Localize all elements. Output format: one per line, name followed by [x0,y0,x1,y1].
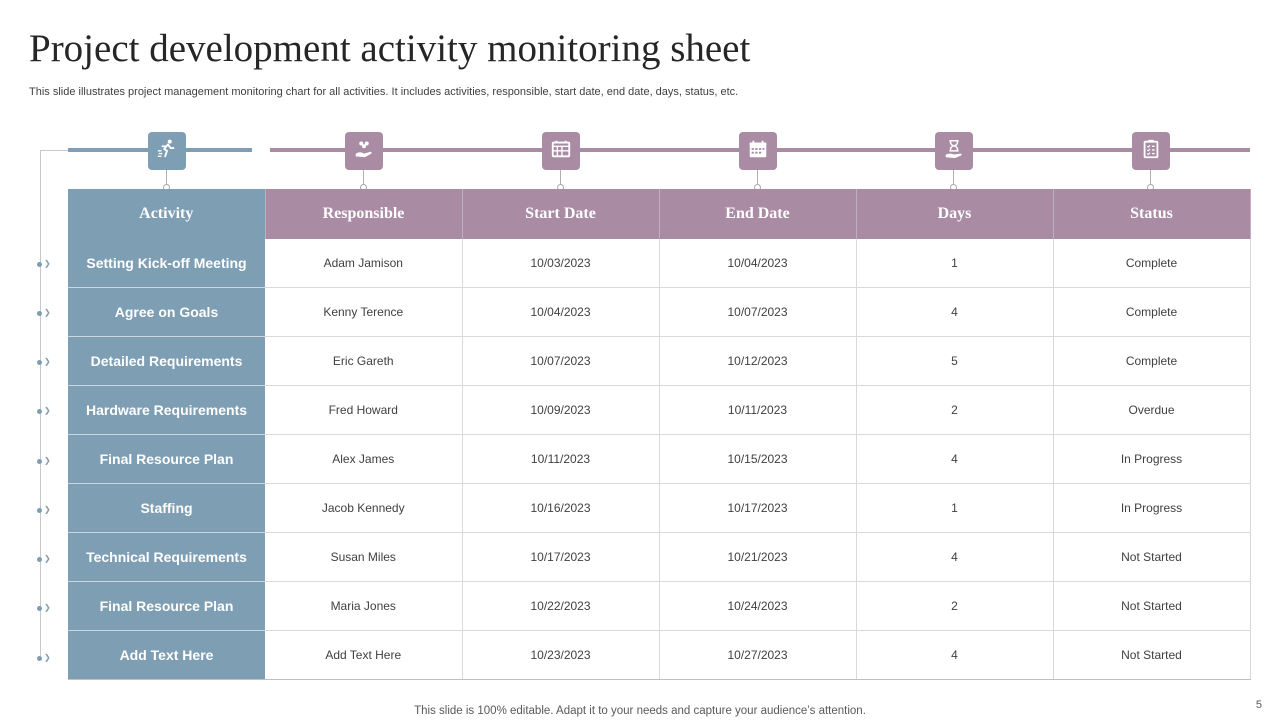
rail-top-connector [40,150,68,151]
activity-cell: Final Resource Plan [68,435,265,484]
end-date-cell: 10/21/2023 [659,533,856,582]
row-bullet [37,603,53,613]
start-date-cell: 10/23/2023 [462,631,659,680]
hourglass-hand-icon [943,138,965,165]
column-header-days: Days [856,189,1053,239]
responsible-cell: Add Text Here [265,631,462,680]
row-bullet [37,456,53,466]
chevron-right-icon: ❯ [44,308,51,317]
status-cell: Complete [1053,239,1250,288]
responsible-cell: Kenny Terence [265,288,462,337]
icon-tile-responsible [345,132,383,170]
row-bullet [37,406,53,416]
days-cell: 4 [856,533,1053,582]
table-row [68,484,1250,533]
chevron-right-icon: ❯ [44,456,51,465]
row-bullet [37,505,53,515]
running-person-icon [156,138,178,165]
status-cell: Complete [1053,337,1250,386]
column-header-end-date: End Date [659,189,856,239]
start-date-cell: 10/16/2023 [462,484,659,533]
activity-cell: Add Text Here [68,631,265,680]
status-cell: Not Started [1053,582,1250,631]
left-rail-line [40,150,41,660]
chevron-right-icon: ❯ [44,554,51,563]
days-cell: 2 [856,582,1053,631]
responsible-cell: Maria Jones [265,582,462,631]
calendar-icon [747,138,769,165]
days-cell: 1 [856,484,1053,533]
icon-tile-end-date [739,132,777,170]
status-cell: Overdue [1053,386,1250,435]
responsible-cell: Jacob Kennedy [265,484,462,533]
chevron-right-icon: ❯ [44,357,51,366]
column-header-responsible: Responsible [265,189,462,239]
clipboard-checklist-icon [1140,138,1162,165]
end-date-cell: 10/12/2023 [659,337,856,386]
end-date-cell: 10/27/2023 [659,631,856,680]
days-cell: 2 [856,386,1053,435]
status-cell: In Progress [1053,484,1250,533]
activity-cell: Setting Kick-off Meeting [68,239,265,288]
responsible-cell: Adam Jamison [265,239,462,288]
start-date-cell: 10/17/2023 [462,533,659,582]
responsible-cell: Eric Gareth [265,337,462,386]
hand-with-people-icon [353,138,375,165]
responsible-cell: Susan Miles [265,533,462,582]
chevron-right-icon: ❯ [44,259,51,268]
icon-tile-start-date [542,132,580,170]
days-cell: 5 [856,337,1053,386]
end-date-cell: 10/04/2023 [659,239,856,288]
page-subtitle: This slide illustrates project management monitoring chart for all activities. It includes activities, responsible, start date, end date, days, status, etc. [29,86,739,98]
table-row [68,631,1250,680]
table-row [68,337,1250,386]
activity-cell: Hardware Requirements [68,386,265,435]
row-bullet [37,308,53,318]
row-bullet [37,554,53,564]
start-date-cell: 10/22/2023 [462,582,659,631]
days-cell: 1 [856,239,1053,288]
days-cell: 4 [856,435,1053,484]
start-date-cell: 10/09/2023 [462,386,659,435]
status-cell: Not Started [1053,533,1250,582]
start-date-cell: 10/07/2023 [462,337,659,386]
icon-tile-days [935,132,973,170]
activity-cell: Detailed Requirements [68,337,265,386]
days-cell: 4 [856,288,1053,337]
page-number: 5 [1255,699,1262,711]
monitoring-table [68,189,1251,680]
start-date-cell: 10/11/2023 [462,435,659,484]
start-date-cell: 10/03/2023 [462,239,659,288]
table-row [68,288,1250,337]
activity-cell: Technical Requirements [68,533,265,582]
end-date-cell: 10/17/2023 [659,484,856,533]
icon-tile-status [1132,132,1170,170]
column-header-activity: Activity [68,189,265,239]
activity-cell: Staffing [68,484,265,533]
footer-note: This slide is 100% editable. Adapt it to your needs and capture your audience’s attention. [414,705,866,717]
table-header-row [68,189,1250,239]
calendar-grid-icon [550,138,572,165]
activity-cell: Final Resource Plan [68,582,265,631]
chevron-right-icon: ❯ [44,505,51,514]
row-bullet [37,259,53,269]
table-row [68,582,1250,631]
row-bullet [37,357,53,367]
table-row [68,386,1250,435]
end-date-cell: 10/07/2023 [659,288,856,337]
table-row [68,239,1250,288]
table-row [68,435,1250,484]
end-date-cell: 10/11/2023 [659,386,856,435]
chevron-right-icon: ❯ [44,653,51,662]
days-cell: 4 [856,631,1053,680]
start-date-cell: 10/04/2023 [462,288,659,337]
row-bullet [37,653,53,663]
status-cell: Not Started [1053,631,1250,680]
column-header-start-date: Start Date [462,189,659,239]
icon-tile-activity [148,132,186,170]
chevron-right-icon: ❯ [44,603,51,612]
status-cell: In Progress [1053,435,1250,484]
column-header-status: Status [1053,189,1250,239]
chevron-right-icon: ❯ [44,406,51,415]
responsible-cell: Alex James [265,435,462,484]
responsible-cell: Fred Howard [265,386,462,435]
activity-cell: Agree on Goals [68,288,265,337]
end-date-cell: 10/15/2023 [659,435,856,484]
status-cell: Complete [1053,288,1250,337]
page-title: Project development activity monitoring sheet [29,27,751,70]
end-date-cell: 10/24/2023 [659,582,856,631]
table-row [68,533,1250,582]
